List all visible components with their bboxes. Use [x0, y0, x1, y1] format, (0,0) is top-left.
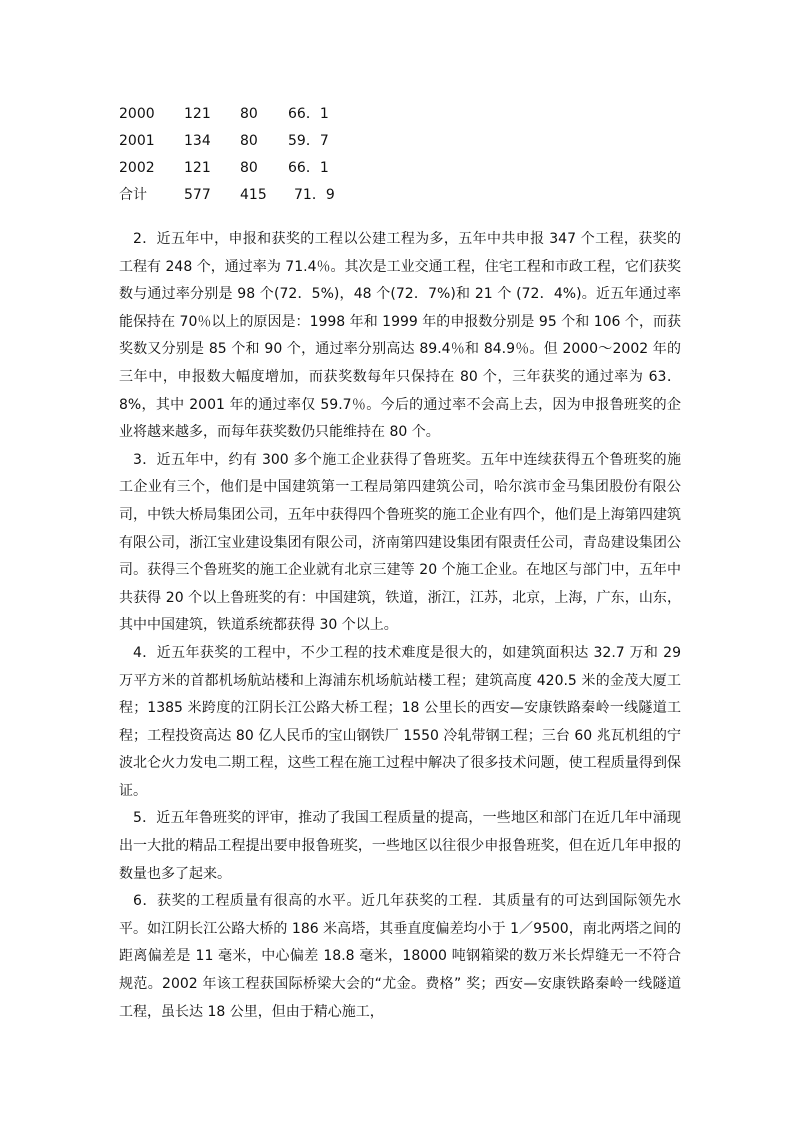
declared-cell: 577 — [184, 187, 211, 203]
pass-rate-cell: 59．7 — [288, 133, 329, 149]
declared-cell: 121 — [184, 106, 211, 122]
awarded-cell: 80 — [240, 106, 258, 122]
body-text — [119, 226, 681, 1026]
awarded-cell: 80 — [240, 160, 258, 176]
declared-cell: 121 — [184, 160, 211, 176]
awarded-cell: 80 — [240, 133, 258, 149]
stats-table — [119, 101, 379, 209]
paragraph-3: 3．近五年中，约有 300 多个施工企业获得了鲁班奖。五年中连续获得五个鲁班奖的施工企业有三个，他们是中国建筑第一工程局第四建筑公司，哈尔滨市金马集团股份有限公司，中铁大桥局集团公司，五年中获得四个鲁班奖的施工企业有四个，他们是上海第四建筑有限公司，浙江宝业建设集团有限公司，济南第四建设集团有限责任公司，青岛建设集团公司。获得三个鲁班奖的施工企业就有北京三建等 20 个施工企业。在地区与部门中，五年中共获得 20 个以上鲁班奖的有：中国建筑，铁道，浙江，江苏，北京，上海，广东，山东，其中中国建筑，铁道系统都获得 30 个以上。 — [119, 451, 681, 634]
total-label-cell: 合计 — [119, 187, 147, 203]
table-row — [119, 101, 379, 128]
paragraph-5: 5．近五年鲁班奖的评审，推动了我国工程质量的提高，一些地区和部门在近几年中涌现出一大批的精品工程提出要申报鲁班奖，一些地区以往很少申报鲁班奖，但在近几年申报的数量也多了起来。 — [119, 810, 681, 882]
pass-rate-cell: 66．1 — [288, 160, 329, 176]
paragraph-4: 4．近五年获奖的工程中，不少工程的技术难度是很大的，如建筑面积达 32.7 万和 29 万平方米的首都机场航站楼和上海浦东机场航站楼工程；建筑高度 420.5 米的金茂大厦工程；1385 米跨度的江阴长江公路大桥工程；18 公里长的西安—安康铁路秦岭一线隧道工程；工程投资高达 80 亿人民币的宝山钢铁厂 1550 冷轧带钢工程；三台 60 兆瓦机组的宁波北仑火力发电二期工程，这些工程在施工过程中解决了很多技术问题，使工程质量得到保证。 — [119, 644, 681, 799]
table-row — [119, 128, 379, 155]
year-cell: 2002 — [119, 160, 155, 176]
pass-rate-cell: 71．9 — [294, 187, 335, 203]
paragraph-6: 6．获奖的工程质量有很高的水平。近几年获奖的工程．其质量有的可达到国际领先水平。如江阴长江公路大桥的 186 米高塔，其垂直度偏差均小于 1／9500，南北两塔之间的距离偏差是 11 毫米，中心偏差 18.8 毫米，18000 吨钢箱梁的数万米长焊缝无一不符合规范。2002 年该工程获国际桥梁大会的“尤金。费格” 奖；西安—安康铁路秦岭一线隧道工程，虽长达 18 公里，但由于精心施工， — [119, 893, 681, 1020]
table-row-total — [119, 182, 379, 209]
paragraph-2: 2．近五年中，申报和获奖的工程以公建工程为多，五年中共申报 347 个工程，获奖的工程有 248 个，通过率为 71.4％。其次是工业交通工程，住宅工程和市政工程，它们获奖数与通过率分别是 98 个(72．5%)，48 个(72．7%)和 21 个 (72．4%)。近五年通过率能保持在 70％以上的原因是：1998 年和 1999 年的申报数分别是 95 个和 106 个，而获奖数又分别是 85 个和 90 个，通过率分别高达 89.4％和 84.9％。但 2000～2002 年的三年中，申报数大幅度增加，而获奖数每年只保持在 80 个，三年获奖的通过率为 63．8%，其中 2001 年的通过率仅 59.7％。今后的通过率不会高上去，因为申报鲁班奖的企业将越来越多，而每年获奖数仍只能维持在 80 个。 — [119, 231, 681, 441]
year-cell: 2000 — [119, 106, 155, 122]
table-row — [119, 155, 379, 182]
year-cell: 2001 — [119, 133, 155, 149]
declared-cell: 134 — [184, 133, 211, 149]
awarded-cell: 415 — [240, 187, 267, 203]
pass-rate-cell: 66．1 — [288, 106, 329, 122]
